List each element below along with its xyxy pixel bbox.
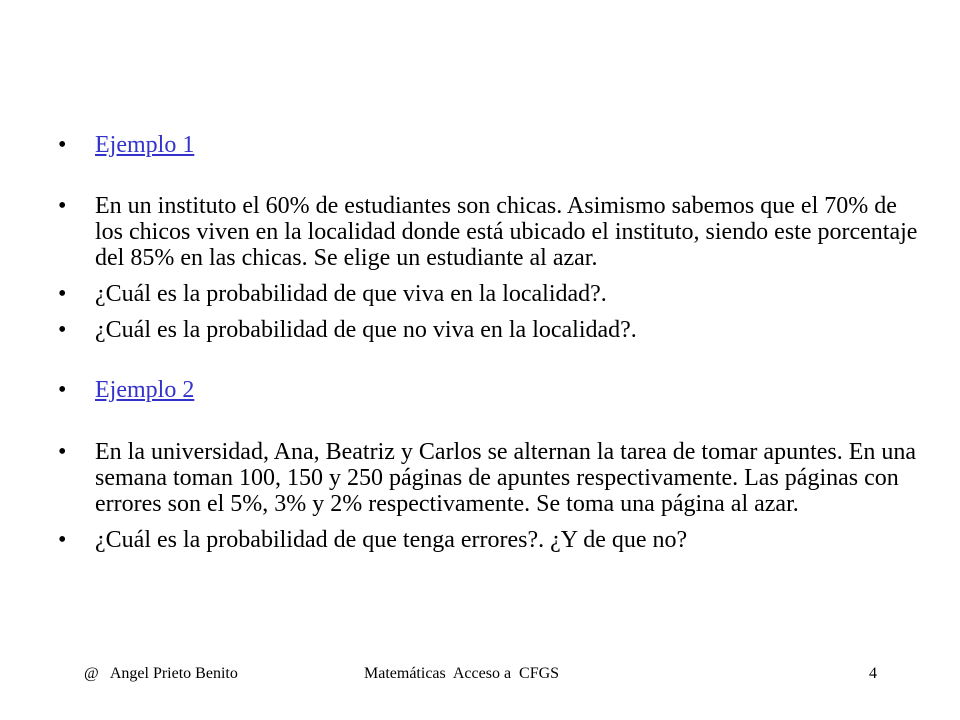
slide-content [58,132,918,553]
bullet-item-example-1-heading [58,132,918,158]
footer-author: @ Angel Prieto Benito [84,665,238,682]
example-1-question-1: ¿Cuál es la probabilidad de que viva en la localidad?. [95,281,607,307]
example-2-question: ¿Cuál es la probabilidad de que tenga errores?. ¿Y de que no? [95,527,688,553]
bullet-item-example-1-question-1 [58,281,918,307]
footer-course: Matemáticas Acceso a CFGS [364,665,560,682]
example-2-link[interactable]: Ejemplo 2 [95,377,195,403]
bullet-item-example-1-question-2 [58,317,918,343]
bullet-icon: • [58,527,67,553]
bullet-icon: • [58,132,67,158]
bullet-icon: • [58,281,67,307]
bullet-item-example-1-statement [58,193,918,271]
bullet-icon: • [58,377,67,403]
example-1-statement: En un instituto el 60% de estudiantes son chicas. Asimismo sabemos que el 70% de los chicos viven en la localidad donde está ubicado el instituto, siendo este porcentaje del 85% en las chicas. Se elige un estudiante al azar. [95,193,918,271]
bullet-item-example-2-statement [58,439,918,517]
bullet-icon: • [58,317,67,343]
example-2-statement: En la universidad, Ana, Beatriz y Carlos se alternan la tarea de tomar apuntes. En una semana toman 100, 150 y 250 páginas de apuntes respectivamente. Las páginas con errores son el 5%, 3% y 2% respectivamente. Se toma una página al azar. [95,439,917,517]
bullet-icon: • [58,193,67,219]
footer-page-number: 4 [869,665,877,682]
bullet-icon: • [58,439,67,465]
bullet-item-example-2-heading [58,377,918,403]
example-1-link[interactable]: Ejemplo 1 [95,132,195,158]
example-1-question-2: ¿Cuál es la probabilidad de que no viva en la localidad?. [95,317,637,343]
bullet-item-example-2-question [58,527,918,553]
